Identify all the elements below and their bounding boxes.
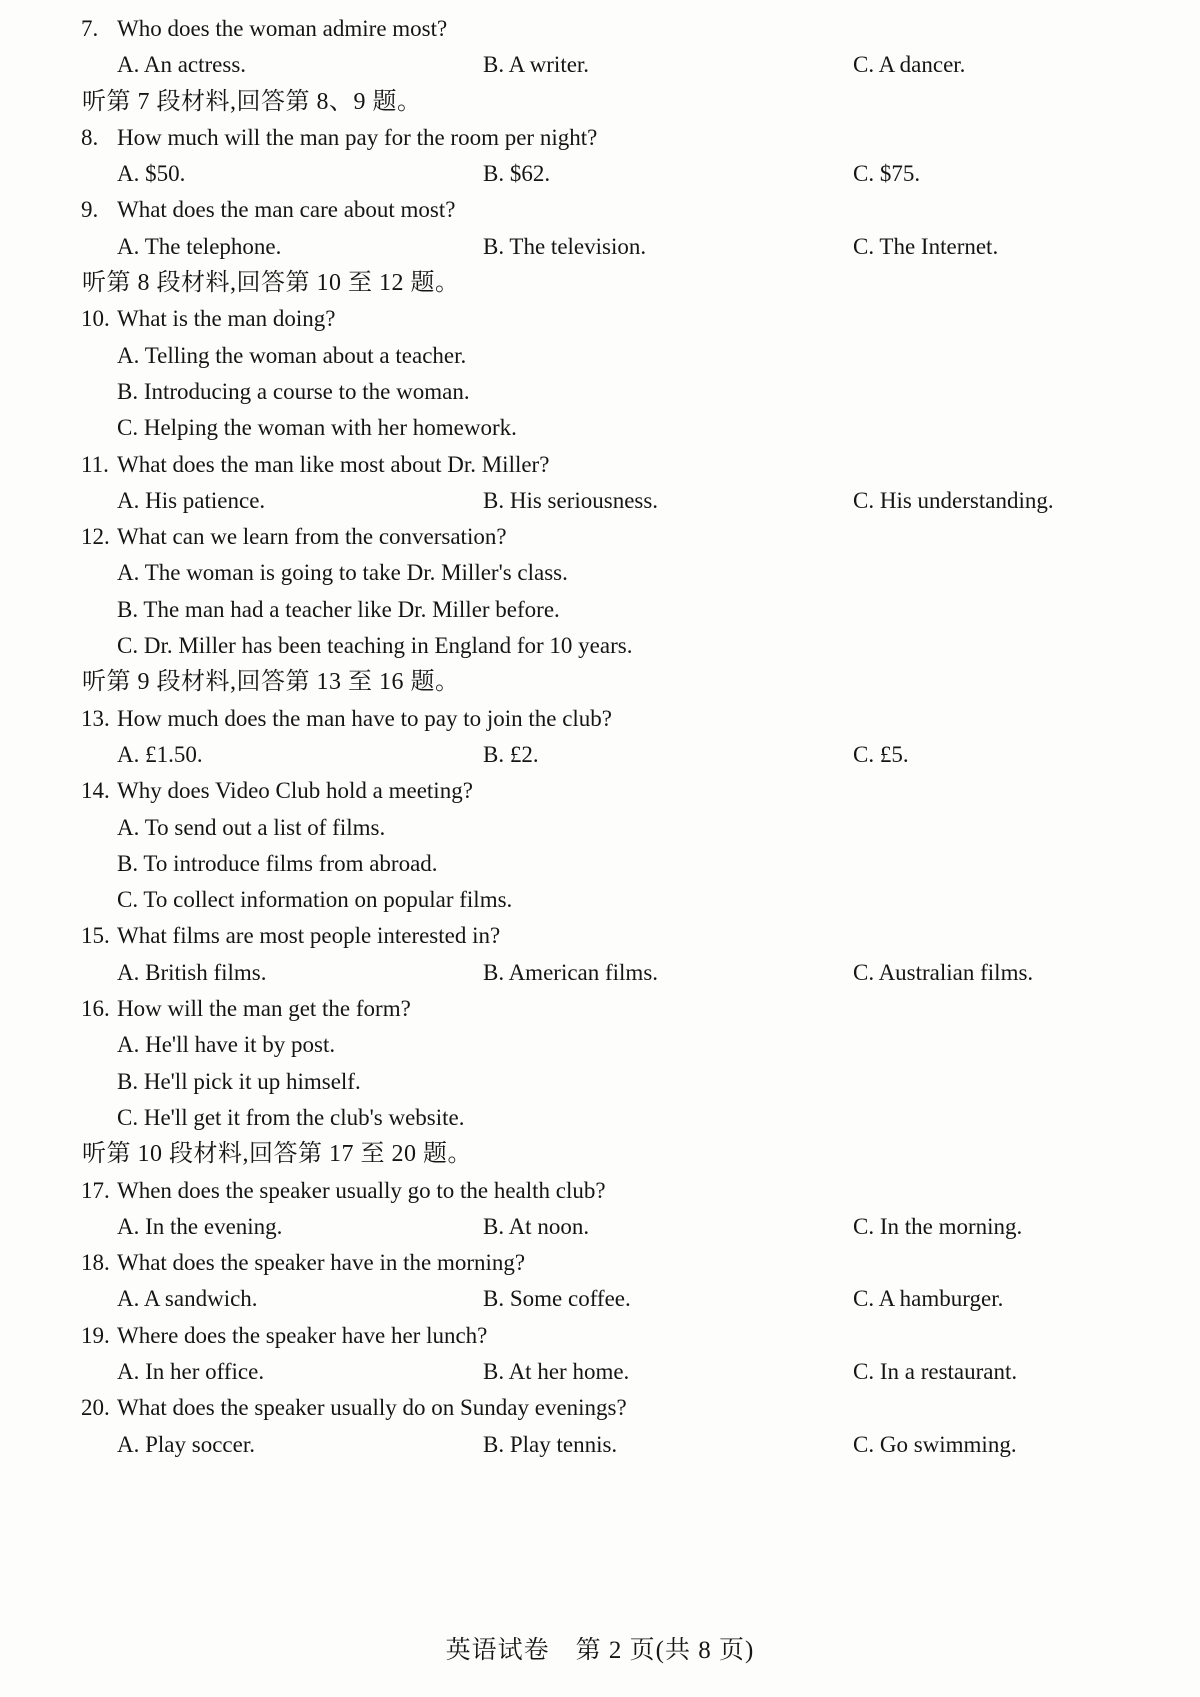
option-c: C. Go swimming. (853, 1431, 1017, 1457)
option-row (0, 1209, 1200, 1245)
option-row (0, 955, 1200, 991)
question-text: When does the speaker usually go to the health club? (117, 1177, 606, 1203)
option-c: C. He'll get it from the club's website. (117, 1104, 465, 1130)
option-row (0, 156, 1200, 192)
question-number: 13. (81, 705, 110, 731)
option-b: B. $62. (483, 161, 551, 187)
option-a: A. To send out a list of films. (117, 814, 386, 840)
option-b: B. He'll pick it up himself. (117, 1068, 361, 1094)
question-number: 11. (81, 451, 109, 477)
option-b: B. £2. (483, 741, 539, 767)
question-number: 20. (81, 1395, 110, 1421)
option-b: B. At noon. (483, 1213, 590, 1239)
option-b: B. His seriousness. (483, 487, 659, 513)
question-number: 9. (81, 197, 99, 223)
question-text: Where does the speaker have her lunch? (117, 1322, 488, 1348)
option-c: C. A dancer. (853, 52, 966, 78)
option-a: A. Telling the woman about a teacher. (117, 342, 467, 368)
option-row (0, 483, 1200, 519)
option-b: B. A writer. (483, 52, 590, 78)
question-number: 7. (81, 16, 99, 41)
option-c: C. £5. (853, 741, 909, 767)
option-c: C. In the morning. (853, 1213, 1023, 1239)
option-b: B. American films. (483, 959, 659, 985)
question-text: How will the man get the form? (117, 996, 411, 1022)
question-line (0, 1390, 1200, 1426)
material-instruction: 听第 9 段材料,回答第 13 至 16 题。 (82, 669, 460, 696)
question-line (0, 991, 1200, 1027)
option-row (0, 47, 1200, 83)
question-number: 12. (81, 524, 110, 550)
question-line (0, 11, 1200, 47)
option-c: C. In a restaurant. (853, 1358, 1018, 1384)
question-number: 8. (81, 124, 99, 150)
question-text: What does the speaker have in the morning? (117, 1250, 526, 1276)
question-list (0, 11, 1200, 1463)
option-b: B. The television. (483, 233, 647, 259)
option-c: C. A hamburger. (853, 1286, 1004, 1312)
question-line (0, 918, 1200, 954)
question-number: 15. (81, 923, 110, 949)
option-row (0, 1281, 1200, 1317)
option-a: A. £1.50. (117, 741, 203, 767)
option-a: A. In the evening. (117, 1213, 283, 1239)
question-number: 19. (81, 1322, 110, 1348)
option-a: A. The telephone. (117, 233, 282, 259)
option-b: B. Some coffee. (483, 1286, 631, 1312)
option-row (0, 1354, 1200, 1390)
question-line (0, 519, 1200, 555)
question-text: What can we learn from the conversation? (117, 524, 507, 550)
option-c: C. The Internet. (853, 233, 999, 259)
option-c: C. Australian films. (853, 959, 1034, 985)
option-a: A. He'll have it by post. (117, 1032, 336, 1058)
question-line (0, 192, 1200, 228)
option-c: C. $75. (853, 161, 921, 187)
material-instruction: 听第 10 段材料,回答第 17 至 20 题。 (82, 1141, 472, 1168)
question-text: What does the man like most about Dr. Miller? (117, 451, 550, 477)
question-line (0, 1245, 1200, 1281)
material-instruction: 听第 7 段材料,回答第 8、9 题。 (82, 88, 422, 115)
option-a: A. British films. (117, 959, 267, 985)
question-line (0, 1173, 1200, 1209)
question-number: 14. (81, 778, 110, 804)
option-a: A. A sandwich. (117, 1286, 258, 1312)
option-b: B. To introduce films from abroad. (117, 850, 438, 876)
question-text: What does the man care about most? (117, 197, 456, 223)
question-text: How much will the man pay for the room per night? (117, 124, 598, 150)
question-line (0, 701, 1200, 737)
question-number: 18. (81, 1250, 110, 1276)
option-b: B. Introducing a course to the woman. (117, 378, 470, 404)
page-footer: 英语试卷 第 2 页(共 8 页) (445, 1637, 755, 1664)
option-a: A. The woman is going to take Dr. Miller's class. (117, 560, 568, 586)
question-line (0, 1318, 1200, 1354)
option-a: A. In her office. (117, 1358, 265, 1384)
option-c: C. His understanding. (853, 487, 1054, 513)
question-text: Who does the woman admire most? (117, 16, 448, 41)
option-row (0, 1427, 1200, 1463)
option-a: A. His patience. (117, 487, 266, 513)
question-line (0, 447, 1200, 483)
option-row (0, 229, 1200, 265)
option-c: C. Dr. Miller has been teaching in England for 10 years. (117, 633, 633, 659)
option-a: A. An actress. (117, 52, 247, 78)
question-number: 10. (81, 306, 110, 332)
option-b: B. At her home. (483, 1358, 630, 1384)
question-text: How much does the man have to pay to join the club? (117, 705, 613, 731)
question-line (0, 773, 1200, 809)
question-text: What is the man doing? (117, 306, 336, 332)
option-a: A. $50. (117, 161, 186, 187)
question-line (0, 120, 1200, 156)
option-c: C. Helping the woman with her homework. (117, 415, 517, 441)
option-c: C. To collect information on popular films. (117, 887, 513, 913)
option-row (0, 737, 1200, 773)
material-instruction: 听第 8 段材料,回答第 10 至 12 题。 (82, 270, 460, 297)
question-number: 16. (81, 996, 110, 1022)
question-text: What does the speaker usually do on Sunday evenings? (117, 1395, 627, 1421)
question-text: What films are most people interested in? (117, 923, 501, 949)
option-b: B. Play tennis. (483, 1431, 618, 1457)
question-number: 17. (81, 1177, 110, 1203)
option-b: B. The man had a teacher like Dr. Miller before. (117, 596, 560, 622)
question-text: Why does Video Club hold a meeting? (117, 778, 473, 804)
option-a: A. Play soccer. (117, 1431, 255, 1457)
question-line (0, 301, 1200, 337)
